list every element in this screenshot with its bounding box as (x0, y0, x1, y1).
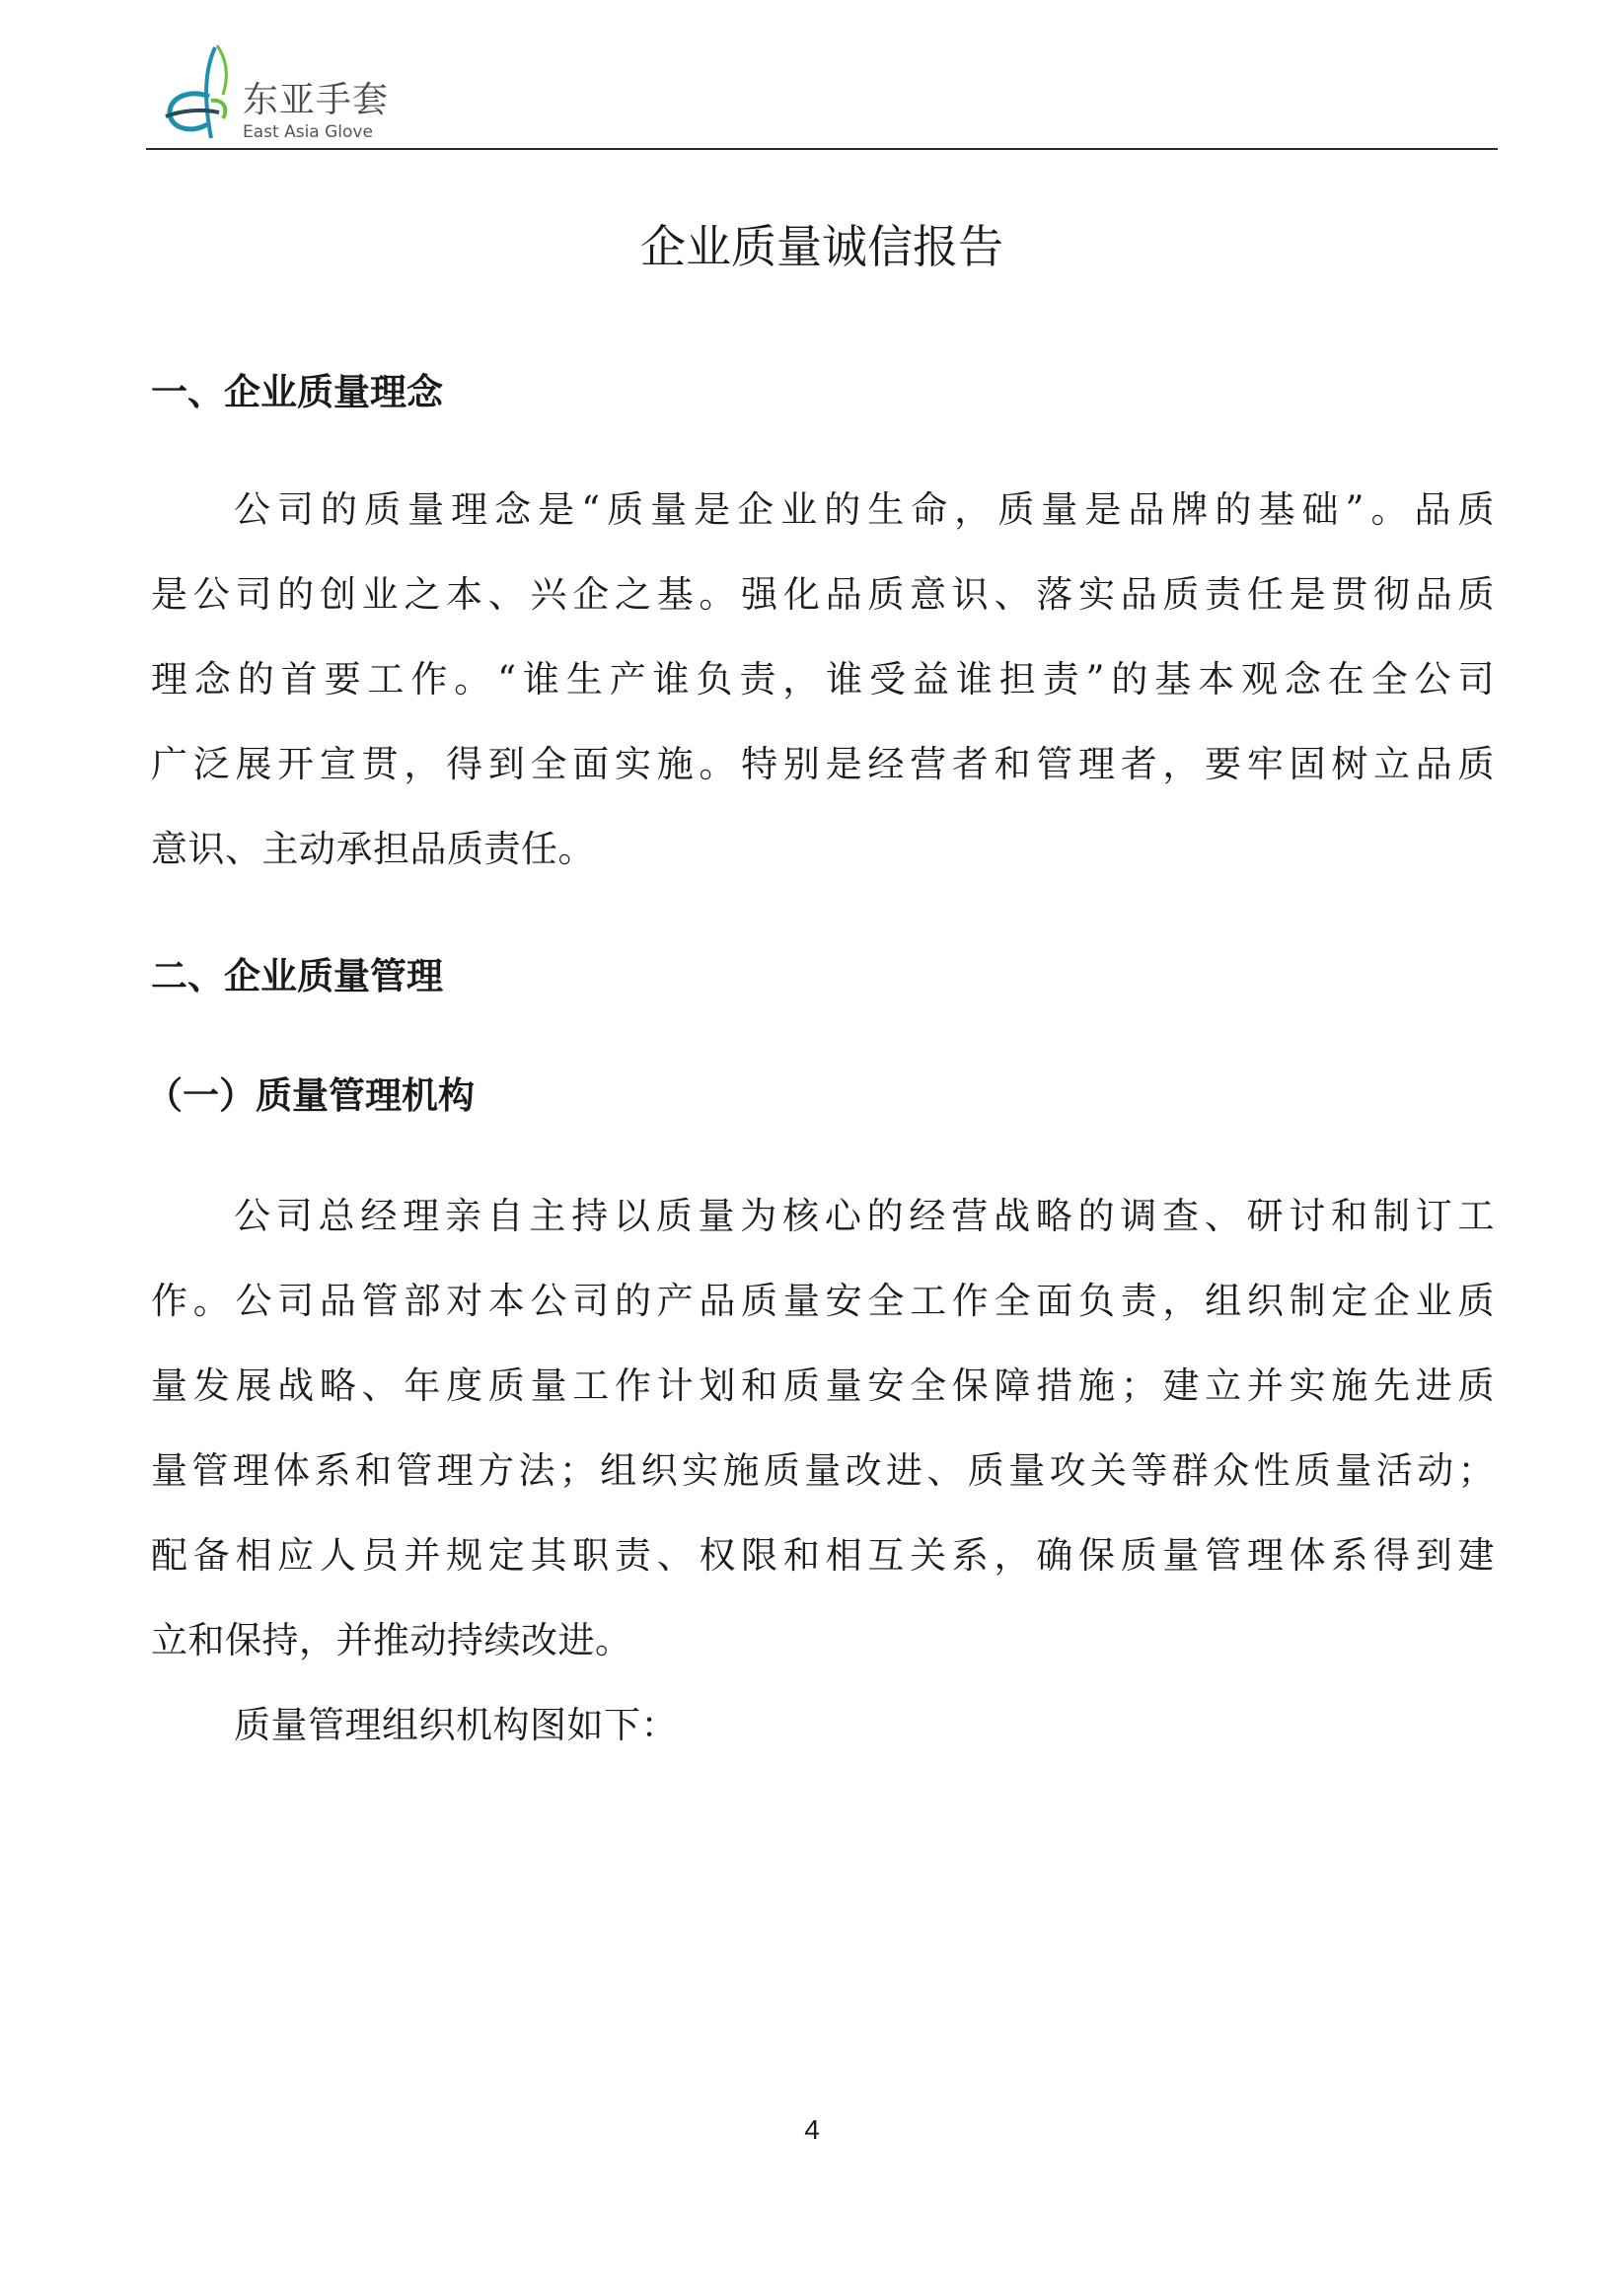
paragraph-line: 是公司的创业之本、兴企之基。强化品质意识、落实品质责任是贯彻品质 (151, 573, 1495, 616)
paragraph-line: 量发展战略、年度质量工作计划和质量安全保障措施；建立并实施先进质 (151, 1364, 1495, 1407)
paragraph-line: 配备相应人员并规定其职责、权限和相互关系，确保质量管理体系得到建 (151, 1534, 1495, 1577)
paragraph-line: 公司的质量理念是“质量是企业的生命，质量是品牌的基础”。品质 (234, 488, 1495, 531)
logo-text-en: East Asia Glove (243, 122, 373, 142)
subsection-1-heading: （一）质量管理机构 (146, 1073, 475, 1117)
paragraph-line: 理念的首要工作。“谁生产谁负责，谁受益谁担责”的基本观念在全公司 (151, 658, 1495, 700)
section-1-paragraph (151, 468, 1495, 892)
section-2-heading: 二、企业质量管理 (151, 954, 443, 997)
company-logo (158, 39, 533, 142)
header-divider (146, 148, 1498, 150)
logo-text-cn: 东亚手套 (243, 80, 390, 120)
paragraph-line: 立和保持，并推动持续改进。 (151, 1619, 632, 1661)
page-header (146, 39, 1498, 150)
paragraph-line: 公司总经理亲自主持以质量为核心的经营战略的调查、研讨和制订工 (234, 1195, 1495, 1237)
paragraph-line: 作。公司品管部对本公司的产品质量安全工作全面负责，组织制定企业质 (151, 1280, 1495, 1322)
logo-mark-icon (158, 39, 241, 142)
paragraph-line: 意识、主动承担品质责任。 (151, 828, 595, 870)
document-title: 企业质量诚信报告 (640, 220, 1003, 273)
paragraph-line: 量管理体系和管理方法；组织实施质量改进、质量攻关等群众性质量活动； (151, 1449, 1495, 1492)
paragraph-line: 广泛展开宣贯，得到全面实施。特别是经营者和管理者，要牢固树立品质 (151, 743, 1495, 785)
page-number: 4 (804, 2114, 820, 2145)
section-1-heading: 一、企业质量理念 (151, 370, 443, 413)
org-chart-intro: 质量管理组织机构图如下： (234, 1704, 678, 1746)
subsection-1-paragraph (151, 1174, 1495, 1768)
